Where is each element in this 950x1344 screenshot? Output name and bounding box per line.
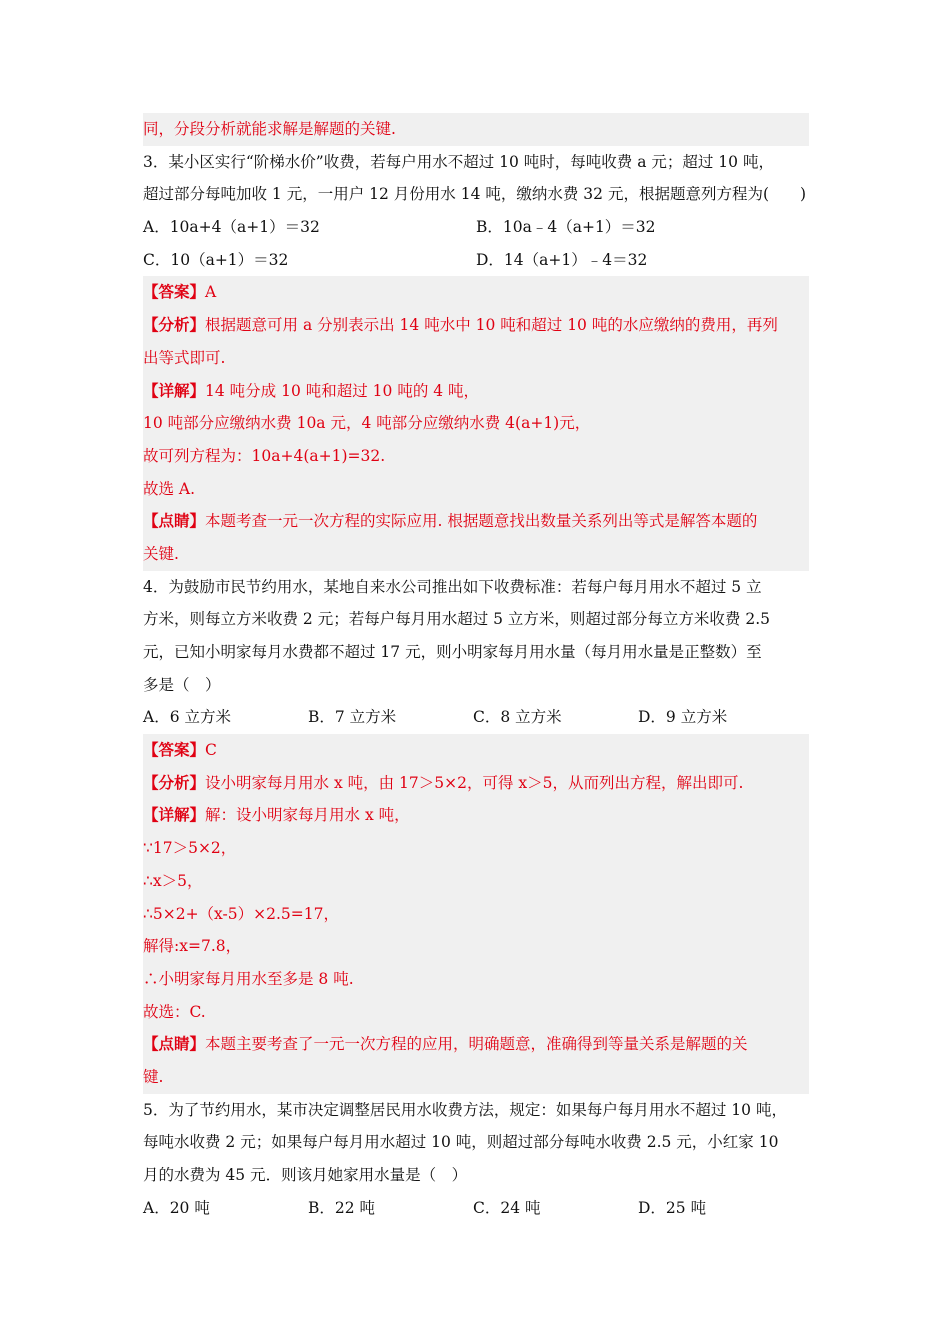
q4-options-row xyxy=(143,701,809,734)
answer-value: A xyxy=(205,283,217,302)
q4-detail-line-1 xyxy=(143,799,809,832)
q3-analysis-line-2: 出等式即可. xyxy=(143,342,809,375)
q5-option-a: A．20 吨 xyxy=(143,1198,210,1217)
q4-detail-line-6: ∴小明家每月用水至多是 8 吨. xyxy=(143,963,809,996)
q5-stem-line-2: 每吨水收费 2 元；如果每户每月用水超过 10 吨，则超过部分每吨水收费 2.5 元，小红家 10 xyxy=(143,1133,779,1152)
q4-detail-line-3: ∴x＞5， xyxy=(143,865,809,898)
q3-comment-line-1 xyxy=(143,505,809,538)
q4-stem-line-3: 元，已知小明家每月水费都不超过 17 元，则小明家每月用水量（每月用水量是正整数）至 xyxy=(143,643,762,661)
q3-answer xyxy=(143,276,809,309)
q4-stem-line-2: 方米，则每立方米收费 2 元；若每户每月用水超过 5 立方米，则超过部分每立方米收费 2.5 xyxy=(143,610,771,629)
analysis-tag: 【分析】 xyxy=(143,772,206,792)
comment-text: 本题主要考查了一元一次方程的应用，明确题意，准确得到等量关系是解题的关 xyxy=(205,1035,748,1054)
comment-text: 本题考查一元一次方程的实际应用. 根据题意找出数量关系列出等式是解答本题的 xyxy=(205,512,758,531)
answer-value: C xyxy=(205,741,217,760)
q3-option-d: D．14（a+1）﹣4＝32 xyxy=(476,250,648,269)
answer-tag: 【答案】 xyxy=(143,740,206,760)
q4-comment-line-1 xyxy=(143,1028,809,1061)
document-page xyxy=(143,113,809,1224)
q3-option-b: B．10a﹣4（a+1）＝32 xyxy=(476,218,656,237)
q3-stem-line-1: 3．某小区实行“阶梯水价”收费，若每户用水不超过 10 吨时，每吨收费 a 元；超过 10 吨， xyxy=(143,152,774,171)
detail-text: 解：设小明家每月用水 x 吨， xyxy=(205,806,410,825)
detail-tag: 【详解】 xyxy=(143,805,206,825)
q3-detail-line-3: 故可列方程为：10a+4(a+1)=32. xyxy=(143,440,809,473)
detail-text: 14 吨分成 10 吨和超过 10 吨的 4 吨， xyxy=(205,381,480,400)
previous-comment-fragment: 同，分段分析就能求解是解题的关键. xyxy=(143,113,809,146)
q4-stem-line-1: 4．为鼓励市民节约用水，某地自来水公司推出如下收费标准：若每户每月用水不超过 5 立 xyxy=(143,577,762,596)
comment-tag: 【点睛】 xyxy=(143,1034,206,1054)
q4-detail-line-5: 解得:x=7.8， xyxy=(143,930,809,963)
q3-detail-line-2: 10 吨部分应缴纳水费 10a 元，4 吨部分应缴纳水费 4(a+1)元， xyxy=(143,407,809,440)
q5-option-d: D．25 吨 xyxy=(638,1198,707,1217)
comment-tag: 【点睛】 xyxy=(143,511,206,531)
analysis-text: 根据题意可用 a 分别表示出 14 吨水中 10 吨和超过 10 吨的水应缴纳的费用，再列 xyxy=(205,316,778,335)
q3-options-row-1 xyxy=(143,211,809,244)
q4-option-a: A．6 立方米 xyxy=(143,708,231,727)
q4-stem-line-4: 多是（ ） xyxy=(143,675,221,694)
q3-stem-line-2: 超过部分每吨加收 1 元，一用户 12 月份用水 14 吨，缴纳水费 32 元，根据题意列方程为( ) xyxy=(143,185,807,204)
q4-answer xyxy=(143,734,809,767)
q3-detail-line-4: 故选 A. xyxy=(143,473,809,506)
q3-comment-line-2: 关键. xyxy=(143,538,809,571)
q4-comment-line-2: 键. xyxy=(143,1061,809,1094)
q4-detail-line-7: 故选：C. xyxy=(143,996,809,1029)
answer-tag: 【答案】 xyxy=(143,282,206,302)
q4-option-b: B．7 立方米 xyxy=(308,708,397,727)
q5-stem-line-3: 月的水费为 45 元．则该月她家用水量是（ ） xyxy=(143,1166,468,1184)
q3-analysis-line-1 xyxy=(143,309,809,342)
q4-detail-line-4: ∴5×2+（x-5）×2.5=17， xyxy=(143,898,809,931)
q3-option-c: C．10（a+1）＝32 xyxy=(143,250,289,269)
q5-stem-line-1: 5．为了节约用水，某市决定调整居民用水收费方法，规定：如果每户每月用水不超过 10 吨， xyxy=(143,1100,787,1119)
analysis-tag: 【分析】 xyxy=(143,315,206,335)
analysis-text: 设小明家每月用水 x 吨，由 17＞5×2，可得 x＞5，从而列出方程，解出即可. xyxy=(205,773,744,792)
q4-option-c: C．8 立方米 xyxy=(473,708,562,727)
q4-analysis-line-1 xyxy=(143,767,809,800)
q5-option-c: C．24 吨 xyxy=(473,1198,541,1217)
q3-options-row-2 xyxy=(143,244,809,277)
q4-option-d: D．9 立方米 xyxy=(638,708,728,727)
q4-detail-line-2: ∵17＞5×2， xyxy=(143,832,809,865)
q3-detail-line-1 xyxy=(143,375,809,408)
detail-tag: 【详解】 xyxy=(143,380,206,400)
q3-option-a: A．10a+4（a+1）＝32 xyxy=(143,218,320,237)
q5-options-row xyxy=(143,1192,809,1225)
q5-option-b: B．22 吨 xyxy=(308,1198,376,1217)
